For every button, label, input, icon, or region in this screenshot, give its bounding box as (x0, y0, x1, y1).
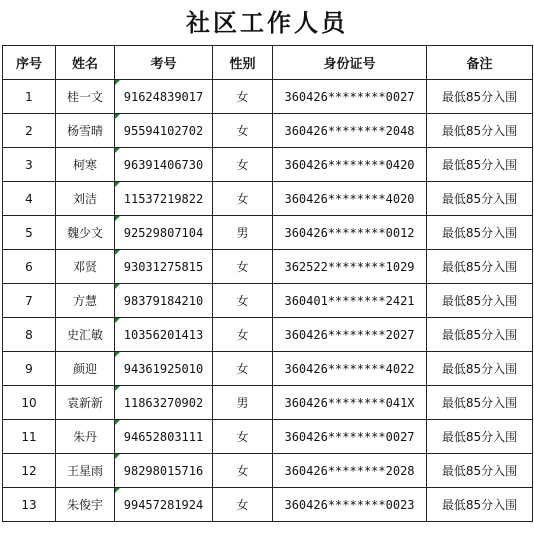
cell-name: 颜迎 (56, 352, 115, 386)
cell-name: 王星雨 (56, 454, 115, 488)
table-row (3, 80, 533, 114)
cell-exam-no: 94361925010 (115, 352, 213, 386)
table-body (3, 80, 533, 522)
table-row (3, 284, 533, 318)
cell-seq: 7 (3, 284, 56, 318)
cell-id-no: 360426********4022 (273, 352, 427, 386)
cell-exam-no: 96391406730 (115, 148, 213, 182)
cell-gender: 男 (213, 216, 273, 250)
cell-gender: 女 (213, 318, 273, 352)
cell-exam-no: 98298015716 (115, 454, 213, 488)
header-exam-no: 考号 (115, 46, 213, 80)
cell-id-no: 360426********0027 (273, 80, 427, 114)
cell-seq: 11 (3, 420, 56, 454)
cell-id-no: 360426********2028 (273, 454, 427, 488)
header-seq: 序号 (3, 46, 56, 80)
table-row (3, 148, 533, 182)
cell-seq: 2 (3, 114, 56, 148)
cell-gender: 男 (213, 386, 273, 420)
cell-note: 最低85分入围 (427, 114, 533, 148)
cell-name: 桂一文 (56, 80, 115, 114)
header-note: 备注 (427, 46, 533, 80)
table-row (3, 386, 533, 420)
staff-table (2, 45, 533, 522)
cell-exam-no: 11863270902 (115, 386, 213, 420)
cell-name: 朱丹 (56, 420, 115, 454)
cell-name: 刘洁 (56, 182, 115, 216)
table-row (3, 318, 533, 352)
cell-name: 方慧 (56, 284, 115, 318)
cell-seq: 10 (3, 386, 56, 420)
header-row (3, 46, 533, 80)
table-row (3, 250, 533, 284)
cell-id-no: 360426********2027 (273, 318, 427, 352)
cell-name: 魏少文 (56, 216, 115, 250)
cell-id-no: 360426********0027 (273, 420, 427, 454)
cell-note: 最低85分入围 (427, 454, 533, 488)
cell-note: 最低85分入围 (427, 420, 533, 454)
cell-seq: 1 (3, 80, 56, 114)
cell-exam-no: 92529807104 (115, 216, 213, 250)
cell-seq: 5 (3, 216, 56, 250)
cell-id-no: 360426********0012 (273, 216, 427, 250)
cell-exam-no: 99457281924 (115, 488, 213, 522)
cell-gender: 女 (213, 114, 273, 148)
cell-name: 袁新新 (56, 386, 115, 420)
table-row (3, 114, 533, 148)
cell-gender: 女 (213, 250, 273, 284)
cell-note: 最低85分入围 (427, 284, 533, 318)
cell-id-no: 360401********2421 (273, 284, 427, 318)
cell-seq: 12 (3, 454, 56, 488)
cell-exam-no: 91624839017 (115, 80, 213, 114)
cell-exam-no: 98379184210 (115, 284, 213, 318)
cell-note: 最低85分入围 (427, 250, 533, 284)
header-name: 姓名 (56, 46, 115, 80)
cell-name: 杨雪晴 (56, 114, 115, 148)
cell-id-no: 360426********2048 (273, 114, 427, 148)
cell-note: 最低85分入围 (427, 80, 533, 114)
cell-exam-no: 11537219822 (115, 182, 213, 216)
cell-note: 最低85分入围 (427, 182, 533, 216)
cell-id-no: 360426********0420 (273, 148, 427, 182)
table-row (3, 216, 533, 250)
cell-exam-no: 95594102702 (115, 114, 213, 148)
cell-note: 最低85分入围 (427, 386, 533, 420)
table-row (3, 454, 533, 488)
cell-seq: 8 (3, 318, 56, 352)
cell-exam-no: 94652803111 (115, 420, 213, 454)
cell-gender: 女 (213, 454, 273, 488)
header-id-no: 身份证号 (273, 46, 427, 80)
table-row (3, 182, 533, 216)
cell-note: 最低85分入围 (427, 488, 533, 522)
cell-note: 最低85分入围 (427, 148, 533, 182)
cell-name: 史汇敏 (56, 318, 115, 352)
cell-exam-no: 93031275815 (115, 250, 213, 284)
cell-seq: 13 (3, 488, 56, 522)
cell-gender: 女 (213, 182, 273, 216)
page-title: 社区工作人员 (186, 8, 348, 37)
cell-note: 最低85分入围 (427, 352, 533, 386)
cell-name: 朱俊宇 (56, 488, 115, 522)
cell-id-no: 360426********0023 (273, 488, 427, 522)
cell-gender: 女 (213, 284, 273, 318)
cell-seq: 6 (3, 250, 56, 284)
cell-id-no: 362522********1029 (273, 250, 427, 284)
cell-note: 最低85分入围 (427, 318, 533, 352)
cell-seq: 4 (3, 182, 56, 216)
cell-gender: 女 (213, 488, 273, 522)
cell-id-no: 360426********041X (273, 386, 427, 420)
cell-name: 邓贤 (56, 250, 115, 284)
cell-seq: 9 (3, 352, 56, 386)
cell-note: 最低85分入围 (427, 216, 533, 250)
cell-gender: 女 (213, 352, 273, 386)
cell-seq: 3 (3, 148, 56, 182)
header-gender: 性别 (213, 46, 273, 80)
cell-gender: 女 (213, 420, 273, 454)
cell-gender: 女 (213, 148, 273, 182)
cell-gender: 女 (213, 80, 273, 114)
table-row (3, 488, 533, 522)
table-row (3, 352, 533, 386)
cell-exam-no: 10356201413 (115, 318, 213, 352)
table-row (3, 420, 533, 454)
cell-name: 柯寒 (56, 148, 115, 182)
cell-id-no: 360426********4020 (273, 182, 427, 216)
